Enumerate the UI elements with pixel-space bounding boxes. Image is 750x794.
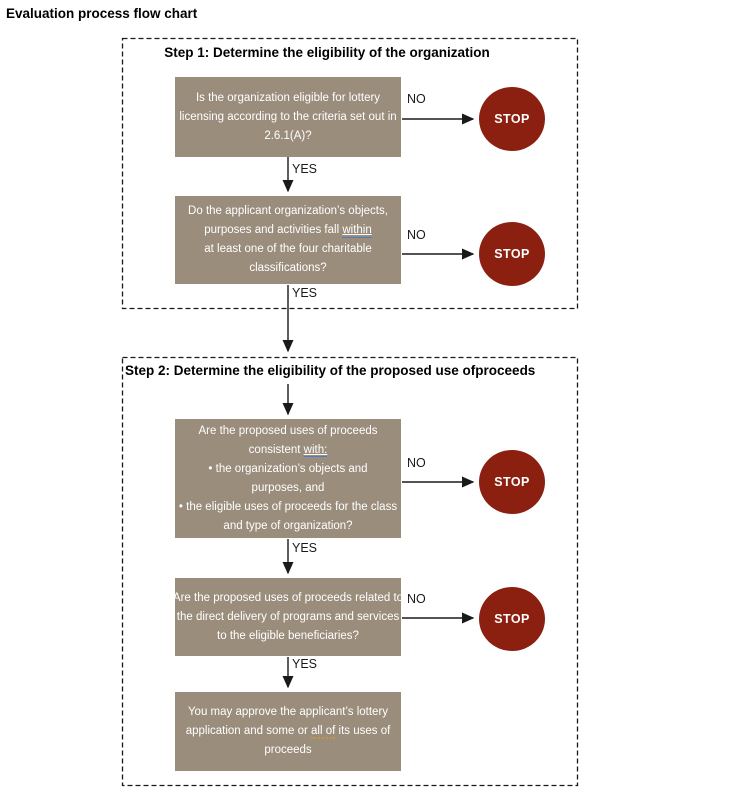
no-label-1: NO	[407, 92, 426, 106]
step1-question2-box: Do the applicant organization’s objects, purposes and activities fall within at least one of the four charitable classifications?	[175, 196, 401, 284]
no-label-2: NO	[407, 228, 426, 242]
step2-header: Step 2: Determine the eligibility of the proposed use ofproceeds	[125, 363, 536, 378]
yes-label-2: YES	[292, 286, 318, 300]
step2-question2-box: Are the proposed uses of proceeds related to the direct delivery of programs and services to the eligible beneficiaries?	[175, 578, 401, 656]
page-title: Evaluation process flow chart	[6, 6, 198, 21]
no-label-4: NO	[407, 592, 426, 606]
yes-label-1: YES	[292, 162, 318, 176]
step2-question1-box: Are the proposed uses of proceeds consistent with: • the organization’s objects and purposes, and • the eligible uses of proceeds for the class and type of organization?	[175, 419, 401, 538]
step1-header: Step 1: Determine the eligibility of the organization	[164, 45, 490, 60]
yes-label-4: YES	[292, 657, 318, 671]
stop-circle-1: STOP	[479, 87, 545, 151]
stop-circle-2: STOP	[479, 222, 545, 286]
no-label-3: NO	[407, 456, 426, 470]
step1-question1-box: Is the organization eligible for lottery licensing according to the criteria set out in 2.6.1(A)?	[175, 77, 401, 157]
stop-circle-4: STOP	[479, 587, 545, 651]
step2-approve-box: You may approve the applicant’s lottery application and some or all of its uses of proceeds	[175, 692, 401, 771]
yes-label-3: YES	[292, 541, 318, 555]
stop-circle-3: STOP	[479, 450, 545, 514]
